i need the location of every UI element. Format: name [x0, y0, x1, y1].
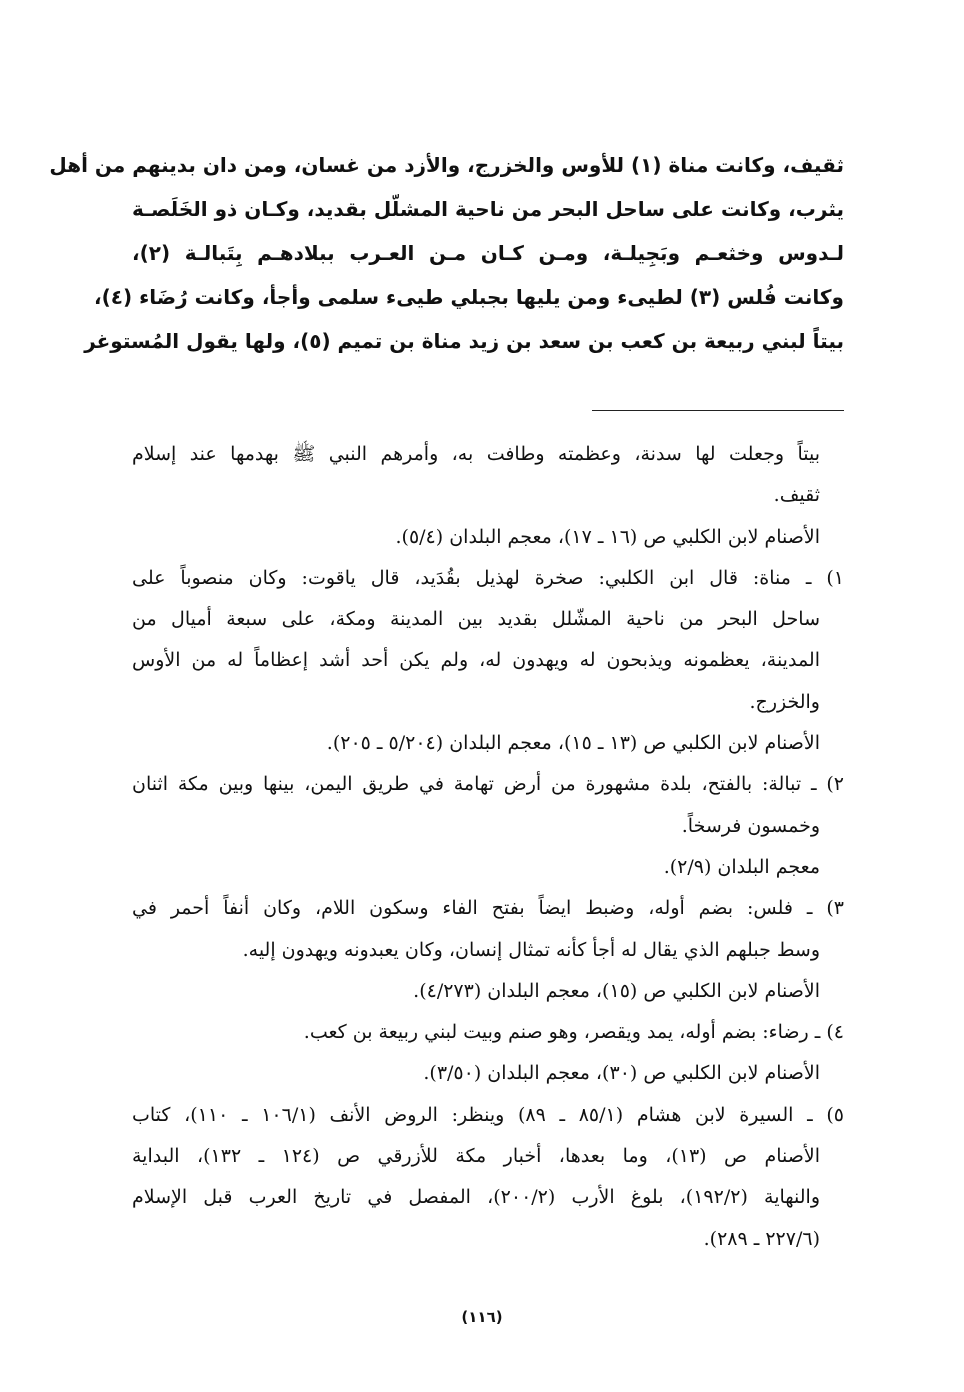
- footnote-source: الأصنام لابن الكلبي ص (١٦ ـ ١٧)، معجم البلدان (٥/٤).: [395, 525, 820, 548]
- footnote-line: ١) ـ مناة: قال ابن الكلبي: صخرة لهذيل بقُدَيد، قال ياقوت: وكان منصوباً على: [132, 566, 844, 589]
- footnote-line: ٥) ـ السيرة لابن هشام (٨٥/١ ـ ٨٩) وينظر: الروض الأنف (١٠٦/١ ـ ١١٠)، كتاب: [132, 1103, 844, 1126]
- footnote-line: المدينة، يعظمونه ويذبحون له ويهدون له، ولم يكن أحد أشد إعظاماً له من الأوس: [132, 649, 820, 672]
- main-text-line: بيتاً لبني ربيعة بن كعب بن سعد بن زيد مناة بن تميم (٥)، ولها يقول المُستوغر: [84, 329, 844, 353]
- main-text-line: يثرب، وكانت على ساحل البحر من ناحية المشلّل بقديد، وكـان ذو الخَلَصـة: [132, 197, 844, 221]
- main-text-line: وكانت فُلس (٣) لطيىء ومن يليها بجبلي طيىء سلمى وأجأ، وكانت رُضَاء (٤)،: [94, 285, 844, 309]
- footnote-line: وسط جبلهم الذي يقال له أجأ كأنه تمثال إنسان، وكان يعبدونه ويهدون إليه.: [242, 938, 820, 961]
- footnote-line: ٣) ـ فلس: بضم أوله، وضبط ايضاً بفتح الفاء وسكون اللام، وكان أنفاً أحمر في: [132, 897, 844, 920]
- footnote-source: الأصنام لابن الكلبي ص (١٥)، معجم البلدان (٤/٢٧٣).: [413, 979, 820, 1002]
- footnote-line: ساحل البحر من ناحية المشّلل بقديد بين المدينة ومكة، على سبعة أميال من: [132, 608, 820, 631]
- main-text: [49, 143, 844, 363]
- footnote-line: وخمسون فرسخاً.: [681, 814, 820, 837]
- footnote-source: معجم البلدان (٢/٩).: [663, 855, 820, 878]
- main-text-line: لـدوس وخثعـم وبَجِيلـة، ومـن كـان مـن العـرب ببلادهـم بِتَبالـة (٢)،: [132, 241, 844, 265]
- footnote-source: الأصنام لابن الكلبي ص (١٣ ـ ١٥)، معجم البلدان (٥/٢٠٤ ـ ٢٠٥).: [326, 732, 820, 755]
- footnote-line: ٢) ـ تبالة: بالفتح، بلدة مشهورة من أرض تهامة في طريق اليمن، بينها وبين مكة اثنان: [132, 773, 844, 796]
- footnote-line: (٢٢٧/٦ ـ ٢٨٩).: [703, 1227, 820, 1250]
- footnote-line: والنهاية (١٩٢/٢)، بلوغ الأرب (٢٠٠/٢)، المفصل في تاريخ العرب قبل الإسلام: [132, 1186, 821, 1209]
- footnote-separator: [592, 410, 844, 411]
- footnote-line: ٤) ـ رضاء: بضم أوله، يمد ويقصر، وهو صنم وبيت لبني ربيعة بن كعب.: [303, 1021, 844, 1044]
- footnote-line: والخزرج.: [749, 690, 820, 713]
- footnote-line: الأصنام ص (١٣)، وما بعدها، أخبار مكة للأزرقي ص (١٢٤ ـ ١٣٢)، البداية: [132, 1145, 820, 1168]
- page-number: (١١٦): [461, 1308, 503, 1326]
- footnote-line: ثقيف.: [773, 484, 820, 507]
- footnote-line: بيتاً وجعلت لها سدنة، وعظمته وطافت به، وأمرهم النبي ﷺ بهدمها عند إسلام: [132, 443, 820, 465]
- footnote-source: الأصنام لابن الكلبي ص (٣٠)، معجم البلدان (٣/٥٠).: [423, 1062, 820, 1085]
- footnotes: [132, 434, 844, 1260]
- main-text-line: ثقيف، وكانت مناة (١) للأوس والخزرج، والأزد من غسان، ومن دان بدينهم من أهل: [49, 153, 844, 177]
